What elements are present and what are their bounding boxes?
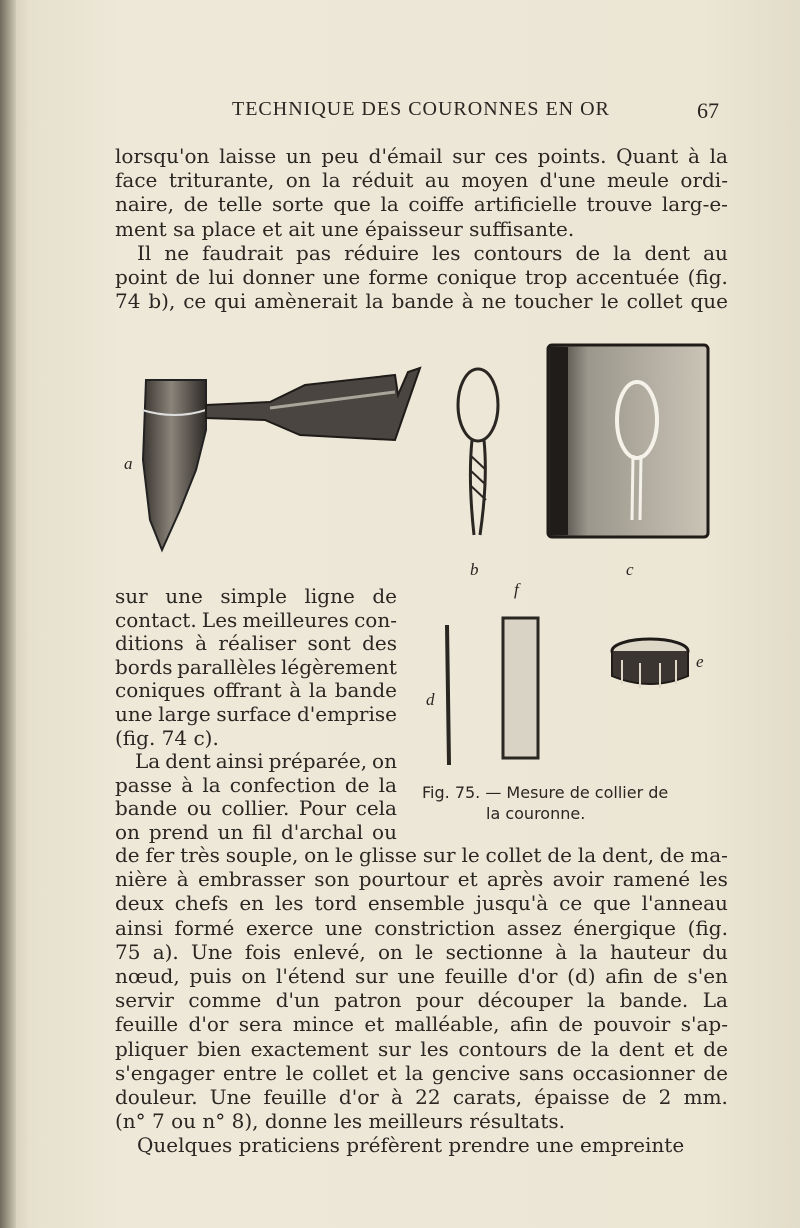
- text-line: on prend un fil d'archal ou: [115, 820, 397, 844]
- figure-part-d-gold-sheet: [447, 625, 449, 765]
- text-line: nœud, puis on l'étend sur une feuille d'or (d) afin de s'en: [115, 964, 728, 988]
- text-line: une large surface d'emprise: [115, 702, 397, 726]
- text-line: servir comme d'un patron pour découper la bande. La: [115, 988, 728, 1013]
- figure-label-a: a: [124, 454, 133, 473]
- text-line: ainsi formé exerce une constriction assez énergique (fig.: [115, 915, 728, 940]
- text-line: 74 b), ce qui amènerait la bande à ne toucher le collet que: [115, 289, 728, 314]
- text-line: coniques offrant à la bande: [115, 678, 397, 703]
- text-line: bande ou collier. Pour cela: [115, 796, 397, 821]
- figure-part-e-collar-ring: [612, 639, 688, 688]
- text-line: (n° 7 ou n° 8), donne les meilleurs résultats.: [115, 1109, 565, 1134]
- text-line: Quelques praticiens préfèrent prendre une empreinte: [137, 1133, 685, 1158]
- text-line: ditions à réaliser sont des: [115, 631, 397, 656]
- text-line: sur une simple ligne de: [115, 584, 397, 608]
- figure-label-c: c: [626, 560, 634, 579]
- text-line: douleur. Une feuille d'or à 22 carats, épaisse de 2 mm.: [115, 1085, 728, 1109]
- text-line: ment sa place et ait une épaisseur suffisante.: [115, 216, 575, 241]
- figure-part-a-tooth-pliers: [142, 368, 420, 550]
- figure-caption: [422, 782, 668, 824]
- text-line: naire, de telle sorte que la coiffe artificielle trouve larg-e-: [115, 192, 728, 217]
- text-line: passe à la confection de la: [115, 772, 397, 797]
- text-line: pliquer bien exactement sur les contours de la dent et de: [115, 1036, 728, 1061]
- text-line: deux chefs en les tord ensemble jusqu'à ce que l'anneau: [115, 891, 728, 916]
- running-title: TECHNIQUE DES COURONNES EN OR: [232, 98, 610, 120]
- page-number: 67: [697, 98, 719, 123]
- text-line: 75 a). Une fois enlevé, on le sectionne à la hauteur du: [115, 939, 728, 964]
- text-line: point de lui donner une forme conique trop accentuée (fig.: [115, 265, 728, 289]
- figure-label-f: f: [514, 580, 519, 599]
- text-line: (fig. 74 c).: [115, 725, 219, 750]
- text-line: Il ne faudrait pas réduire les contours de la dent au: [137, 240, 728, 265]
- text-line: de fer très souple, on le glisse sur le collet de la dent, de ma-: [115, 843, 728, 867]
- figure-label-e: e: [696, 652, 704, 671]
- text-line: s'engager entre le collet et la gencive sans occasionner de: [115, 1060, 728, 1085]
- text-line: lorsqu'on laisse un peu d'émail sur ces points. Quant à la: [115, 144, 728, 168]
- figure-part-c-block: [548, 345, 708, 537]
- caption-line-2: la couronne.: [486, 804, 586, 823]
- figure-part-b-wire-loop: [458, 369, 498, 535]
- text-line: contact. Les meilleures con-: [115, 607, 397, 632]
- text-line: feuille d'or sera mince et malléable, afin de pouvoir s'ap-: [115, 1012, 728, 1037]
- text-line: bords parallèles légèrement: [115, 654, 397, 679]
- figure-part-f-band-strip: [503, 618, 538, 758]
- figure-label-b: b: [470, 560, 479, 579]
- text-line: face triturante, on la réduit au moyen d'une meule ordi-: [115, 168, 728, 193]
- figure-label-d: d: [426, 690, 435, 709]
- caption-line-1: Fig. 75. — Mesure de collier de: [422, 783, 669, 802]
- text-line: nière à embrasser son pourtour et après avoir ramené les: [115, 867, 728, 892]
- text-line: La dent ainsi préparée, on: [135, 749, 397, 774]
